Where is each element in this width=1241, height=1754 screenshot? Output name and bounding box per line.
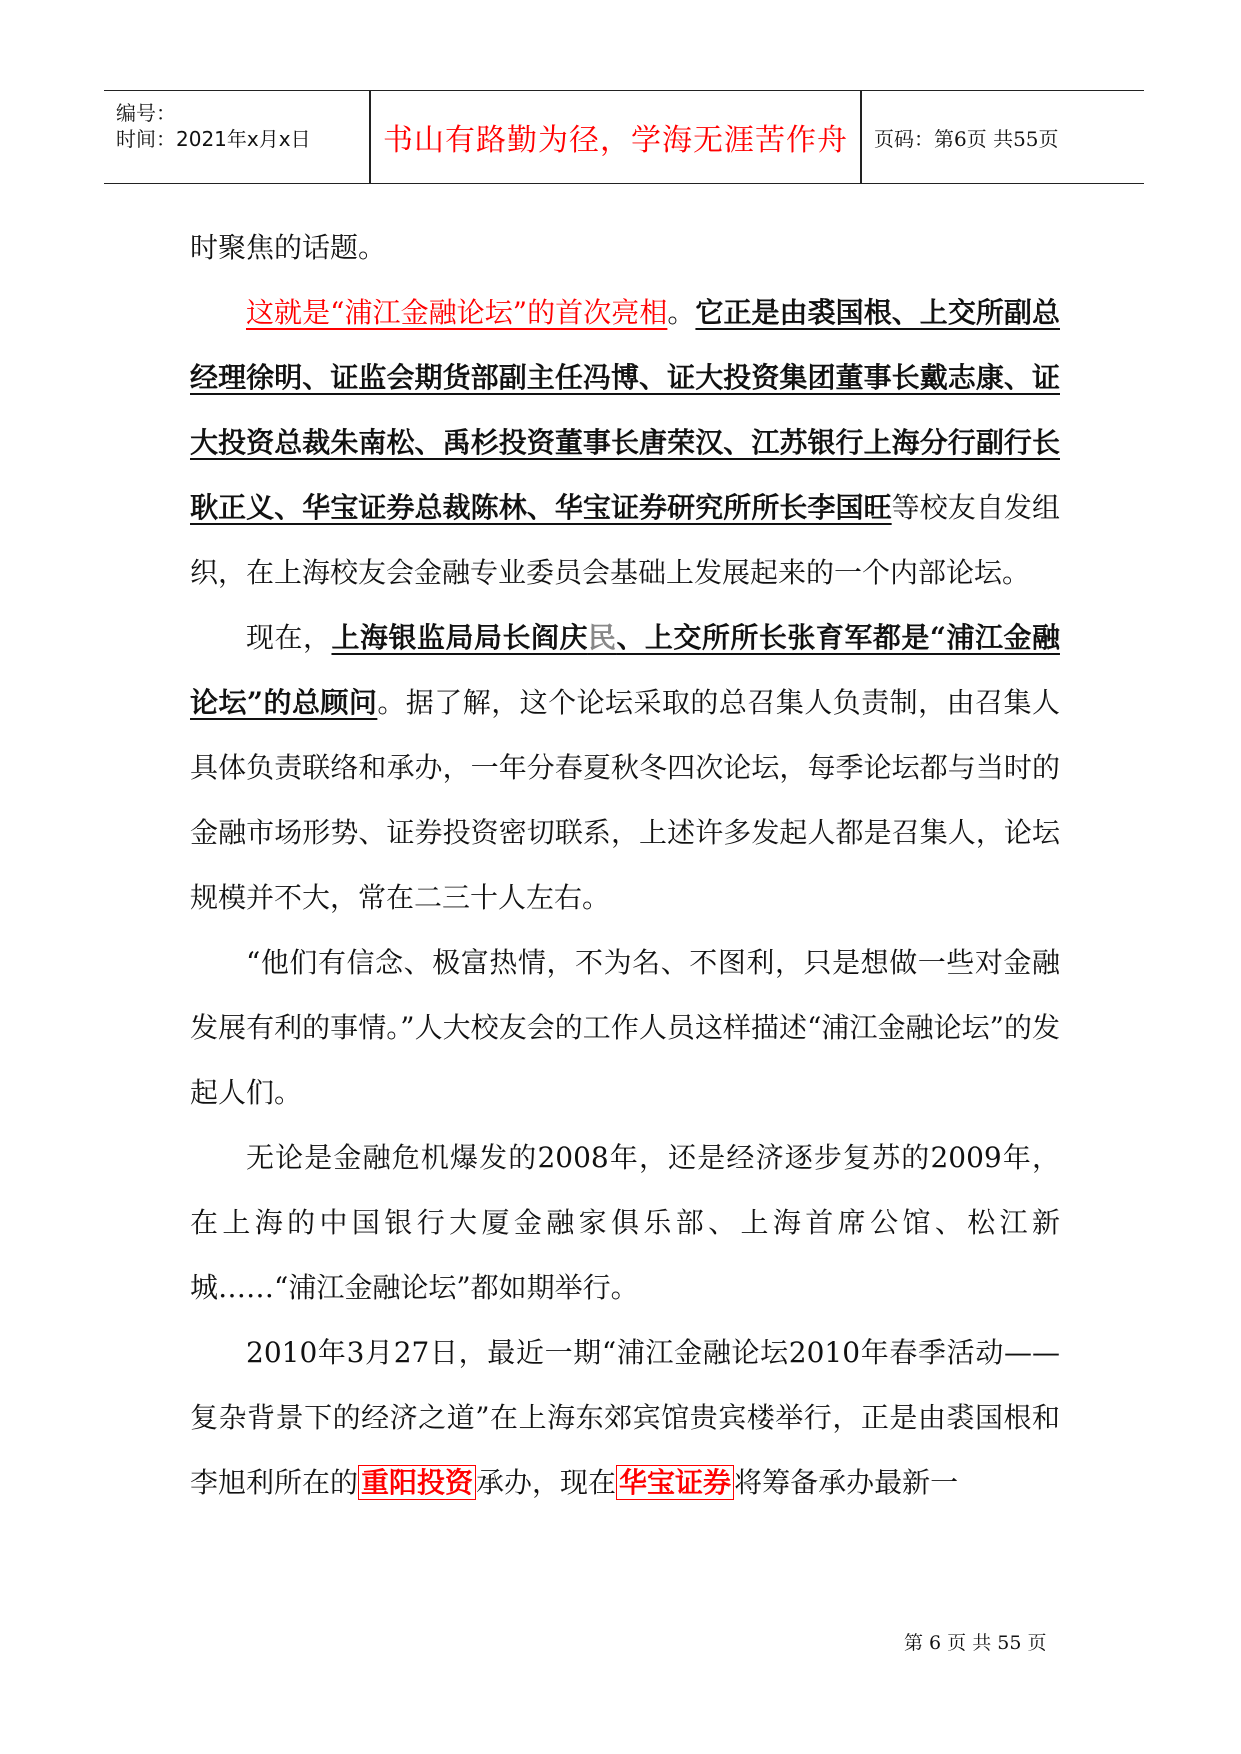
paragraph [190,605,1060,930]
header-divider [860,91,862,183]
paragraph [190,1320,1060,1515]
paragraph-text: 时聚焦的话题。 [190,231,387,264]
page-footer: 第 6 页 共 55 页 [904,1632,1047,1654]
serial-label: 编号： [116,101,176,125]
paragraph-text: 2010年3月27日，最近一期“浦江金融论坛2010年春季活动——复杂背景下的经济之道”在上海东郊宾馆贵宾楼举行，正是由裘国根和李旭利所在的 [190,1336,1060,1499]
paragraph [190,930,1060,1125]
bold-underlined-text: 它正是由裘国根、上交所副总经理徐明、证监会期货部副主任冯博、证大投资集团董事长戴志康、证大投资总裁朱南松、禹杉投资董事长唐荣汉、江苏银行上海分行副行长耿正义、华宝证券总裁陈林、华宝证券研究所所长李国旺 [190,296,1060,524]
bold-text-part: 上海银监局局长阎庆 [331,621,588,654]
bold-text-grey: 民 [587,621,617,654]
paragraph-text: 。据了解，这个论坛采取的总召集人负责制，由召集人具体负责联络和承办，一年分春夏秋冬四次论坛，每季论坛都与当时的金融市场形势、证券投资密切联系，上述许多发起人都是召集人，论坛规模并不大，常在二三十人左右。 [190,686,1060,914]
paragraph-text: 无论是金融危机爆发的2008年，还是经济逐步复苏的2009年，在上海的中国银行大厦金融家俱乐部、上海首席公馆、松江新城……“浦江金融论坛”都如期举行。 [190,1141,1060,1304]
boxed-red-text: 华宝证券 [616,1465,734,1500]
header-motto: 书山有路勤为径，学海无涯苦作舟 [383,123,848,158]
bold-text-part: 、上交所所长张育军都是“浦江金融论坛”的总顾问 [190,621,1060,719]
paragraph-text: 等校友自发组织，在上海校友会金融专业委员会基础上发展起来的一个内部论坛。 [190,491,1060,589]
paragraph-text: 。 [667,296,696,329]
highlight-red-text: 这就是“浦江金融论坛”的首次亮相 [246,296,668,329]
paragraph [190,215,1060,280]
boxed-red-text: 重阳投资 [358,1465,476,1500]
paragraph [190,280,1060,605]
paragraph-text: “他们有信念、极富热情，不为名、不图利，只是想做一些对金融发展有利的事情。”人大校友会的工作人员这样描述“浦江金融论坛”的发起人们。 [190,946,1060,1109]
header-meta [116,91,366,183]
page-header [104,90,1144,184]
paragraph-text: 将筹备承办最新一 [734,1466,959,1499]
paragraph-text: 现在， [246,621,332,654]
date-label: 时间：2021年x月x日 [116,127,311,151]
paragraph [190,1125,1060,1320]
document-body [190,215,1060,1515]
paragraph-text: 承办，现在 [476,1466,617,1499]
header-page-number: 页码：第6页 共55页 [874,126,1059,151]
